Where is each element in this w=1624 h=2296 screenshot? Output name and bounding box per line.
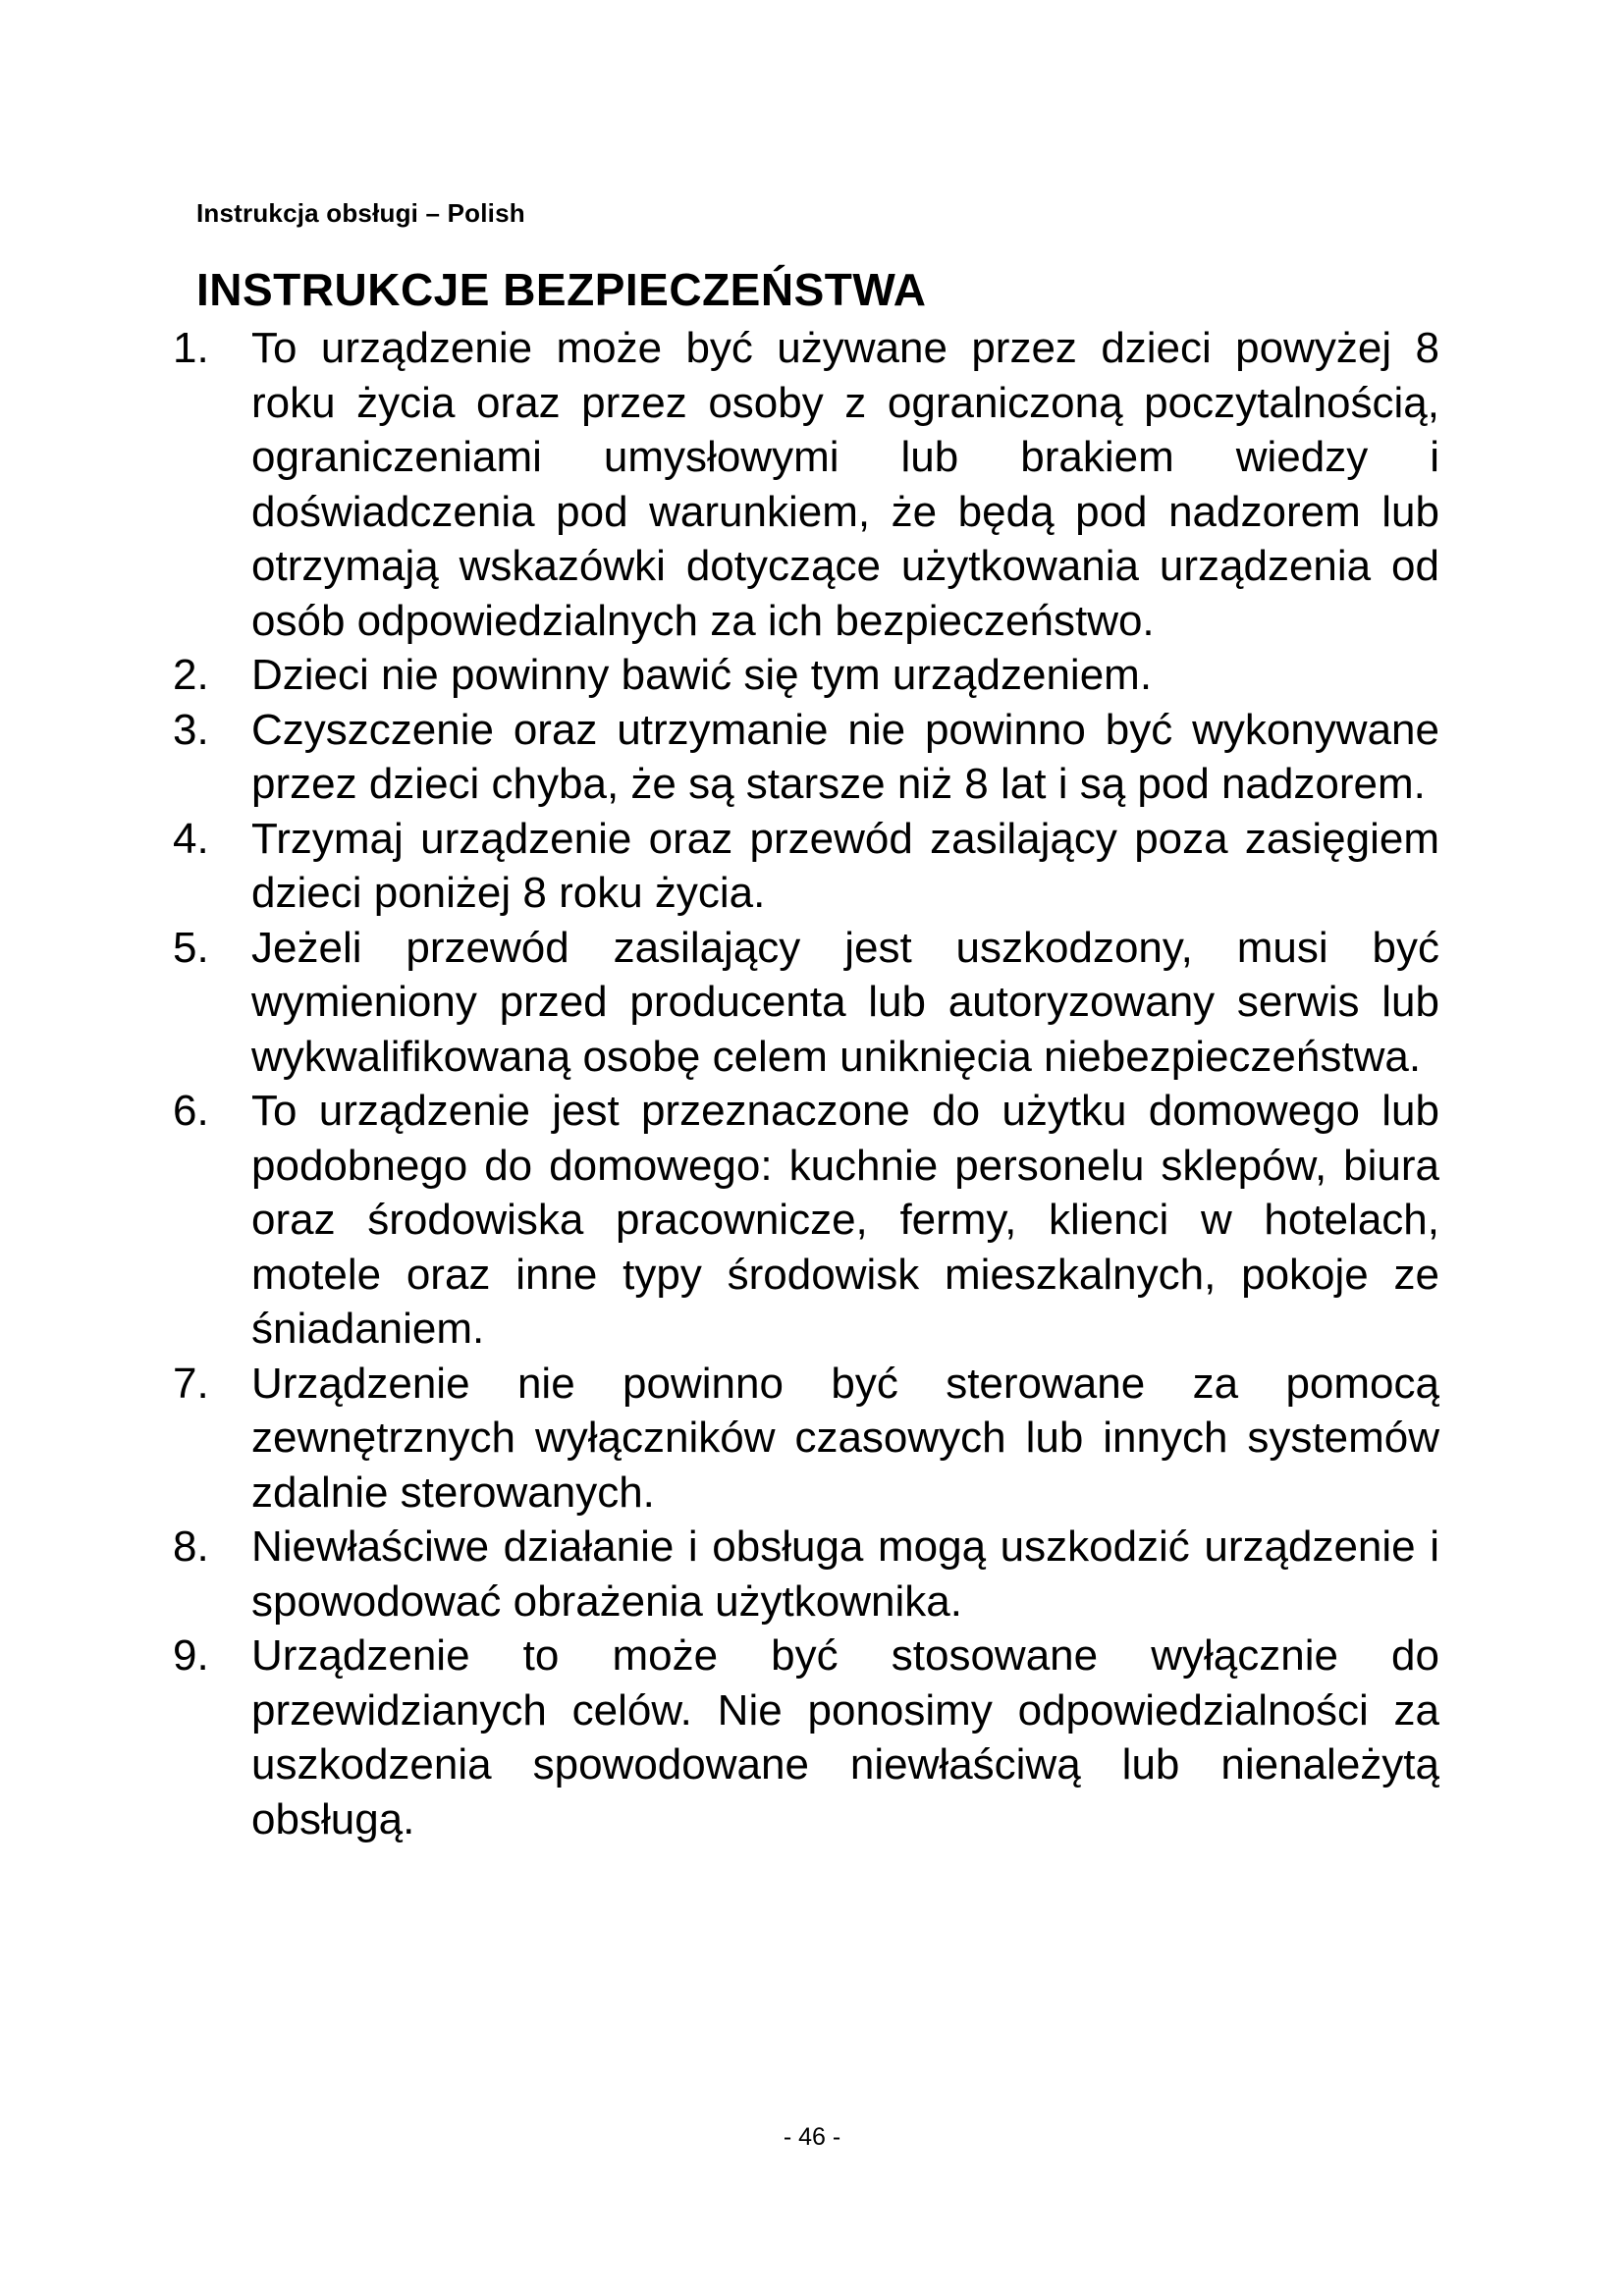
page-header: Instrukcja obsługi – Polish <box>196 198 525 228</box>
instruction-text: To urządzenie jest przeznaczone do użytku domowego lub podobnego do domowego: kuchnie personelu sklepów, biura oraz środowiska pracownicze, fermy, klienci w hotelach, motele oraz inne typy środowisk mieszkalnych, pokoje ze śniadaniem. <box>251 1087 1439 1353</box>
instruction-item <box>173 1629 1439 1846</box>
instruction-text: Trzymaj urządzenie oraz przewód zasilający poza zasięgiem dzieci poniżej 8 roku życia. <box>251 814 1439 917</box>
instruction-number: 4. <box>173 814 209 863</box>
instruction-item <box>173 1084 1439 1357</box>
instruction-number: 1. <box>173 324 209 372</box>
instruction-text: Jeżeli przewód zasilający jest uszkodzony, musi być wymieniony przed producenta lub autoryzowany serwis lub wykwalifikowaną osobę celem uniknięcia niebezpieczeństwa. <box>251 923 1439 1081</box>
instruction-text: Urządzenie to może być stosowane wyłącznie do przewidzianych celów. Nie ponosimy odpowiedzialności za uszkodzenia spowodowane niewłaściwą lub nienależytą obsługą. <box>251 1631 1439 1843</box>
instruction-number: 3. <box>173 705 209 754</box>
instruction-text: Urządzenie nie powinno być sterowane za pomocą zewnętrznych wyłączników czasowych lub innych systemów zdalnie sterowanych. <box>251 1359 1439 1517</box>
instruction-text: Czyszczenie oraz utrzymanie nie powinno być wykonywane przez dzieci chyba, że są starsze niż 8 lat i są pod nadzorem. <box>251 705 1439 808</box>
instruction-text: Niewłaściwe działanie i obsługa mogą uszkodzić urządzenie i spowodować obrażenia użytkownika. <box>251 1522 1439 1626</box>
instruction-item <box>173 648 1439 703</box>
instruction-item <box>173 703 1439 812</box>
instruction-item <box>173 1357 1439 1521</box>
instruction-number: 2. <box>173 651 209 699</box>
instruction-number: 8. <box>173 1522 209 1571</box>
instruction-number: 7. <box>173 1359 209 1408</box>
instruction-text: To urządzenie może być używane przez dzieci powyżej 8 roku życia oraz przez osoby z ograniczoną poczytalnością, ograniczeniami umysłowymi lub brakiem wiedzy i doświadczenia pod warunkiem, że będą pod nadzorem lub otrzymają wskazówki dotyczące użytkowania urządzenia od osób odpowiedzialnych za ich bezpieczeństwo. <box>251 324 1439 645</box>
page-number: - 46 - <box>783 2123 841 2151</box>
instruction-number: 9. <box>173 1631 209 1680</box>
instruction-item <box>173 321 1439 648</box>
instruction-text: Dzieci nie powinny bawić się tym urządzeniem. <box>251 651 1153 699</box>
instruction-item <box>173 812 1439 921</box>
instruction-number: 5. <box>173 923 209 972</box>
instruction-item <box>173 921 1439 1085</box>
instruction-item <box>173 1520 1439 1629</box>
safety-instructions-list <box>173 321 1439 1846</box>
section-title: INSTRUKCJE BEZPIECZEŃSTWA <box>196 264 927 315</box>
instruction-number: 6. <box>173 1087 209 1135</box>
